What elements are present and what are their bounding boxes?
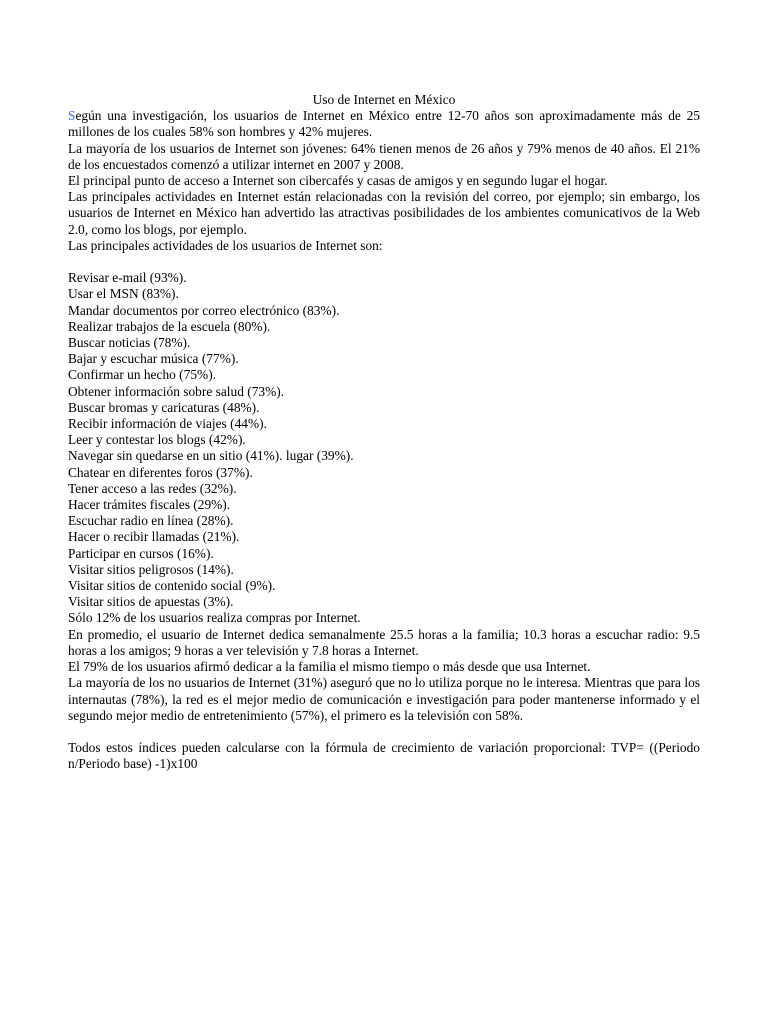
paragraph-family-time: El 79% de los usuarios afirmó dedicar a la familia el mismo tiempo o más desde que usa Internet. (68, 659, 591, 675)
list-item: Chatear en diferentes foros (37%). (68, 464, 253, 480)
paragraph-purchases: Sólo 12% de los usuarios realiza compras por Internet. (68, 610, 361, 626)
list-item: Participar en cursos (16%). (68, 545, 214, 561)
blank-line (68, 724, 700, 740)
list-item: Leer y contestar los blogs (42%). (68, 432, 246, 448)
intro-text: egún una investigación, los usuarios de Internet en México entre 12-70 años son aproximadamente más de 25 millones de los cuales 58% son hombres y 42% mujeres. (68, 108, 700, 140)
paragraph-activities-intro: Las principales actividades en Internet están relacionadas con la revisión del correo, por ejemplo; sin embargo, los usuarios de Internet en México han advertido las atractivas posibilidades de los ambientes comunicativos de la Web 2.0, como los blogs, por ejemplo. (68, 189, 700, 237)
list-item: Buscar noticias (78%). (68, 335, 191, 351)
list-item: Recibir información de viajes (44%). (68, 416, 267, 432)
activities-list (68, 270, 700, 610)
list-item: Visitar sitios de contenido social (9%). (68, 578, 276, 594)
paragraph-non-users: La mayoría de los no usuarios de Internet (31%) aseguró que no lo utiliza porque no le interesa. Mientras que para los internautas (78%), la red es el mejor medio de comunicación e investigación para poder mantenerse informado y el segundo mejor medio de entretenimiento (57%), el primero es la televisión con 58%. (68, 675, 700, 723)
list-item: Obtener información sobre salud (73%). (68, 383, 285, 399)
list-item: Visitar sitios peligrosos (14%). (68, 561, 234, 577)
list-item: Visitar sitios de apuestas (3%). (68, 594, 234, 610)
paragraph-formula: Todos estos índices pueden calcularse con la fórmula de crecimiento de variación proporcional: TVP= ((Periodo n/Periodo base) -1)x100 (68, 740, 700, 772)
intro-first-letter: S (68, 108, 76, 124)
list-item: Hacer trámites fiscales (29%). (68, 497, 231, 513)
list-item: Hacer o recibir llamadas (21%). (68, 529, 240, 545)
paragraph-weekly-hours: En promedio, el usuario de Internet dedica semanalmente 25.5 horas a la familia; 10.3 horas a escuchar radio: 9.5 horas a los amigos; 9 horas a ver televisión y 7.8 horas a Internet. (68, 626, 700, 658)
list-item: Realizar trabajos de la escuela (80%). (68, 318, 271, 334)
list-item: Tener acceso a las redes (32%). (68, 480, 237, 496)
list-item: Bajar y escuchar música (77%). (68, 351, 239, 367)
list-item: Mandar documentos por correo electrónico (83%). (68, 302, 340, 318)
list-item: Navegar sin quedarse en un sitio (41%). lugar (39%). (68, 448, 354, 464)
list-item: Revisar e-mail (93%). (68, 270, 187, 286)
paragraph-access: El principal punto de acceso a Internet son cibercafés y casas de amigos y en segundo lugar el hogar. (68, 173, 608, 189)
document-title: Uso de Internet en México (312, 92, 456, 107)
list-item: Usar el MSN (83%). (68, 286, 179, 302)
document-page (68, 92, 700, 773)
paragraph-youth: La mayoría de los usuarios de Internet son jóvenes: 64% tienen menos de 26 años y 79% menos de 40 años. El 21% de los encuestados comenzó a utilizar internet en 2007 y 2008. (68, 140, 700, 172)
list-item: Escuchar radio en línea (28%). (68, 513, 234, 529)
list-item: Buscar bromas y caricaturas (48%). (68, 399, 260, 415)
list-item: Confirmar un hecho (75%). (68, 367, 216, 383)
blank-line (68, 254, 700, 270)
intro-paragraph (68, 108, 700, 140)
paragraph-activities-heading: Las principales actividades de los usuarios de Internet son: (68, 237, 383, 253)
